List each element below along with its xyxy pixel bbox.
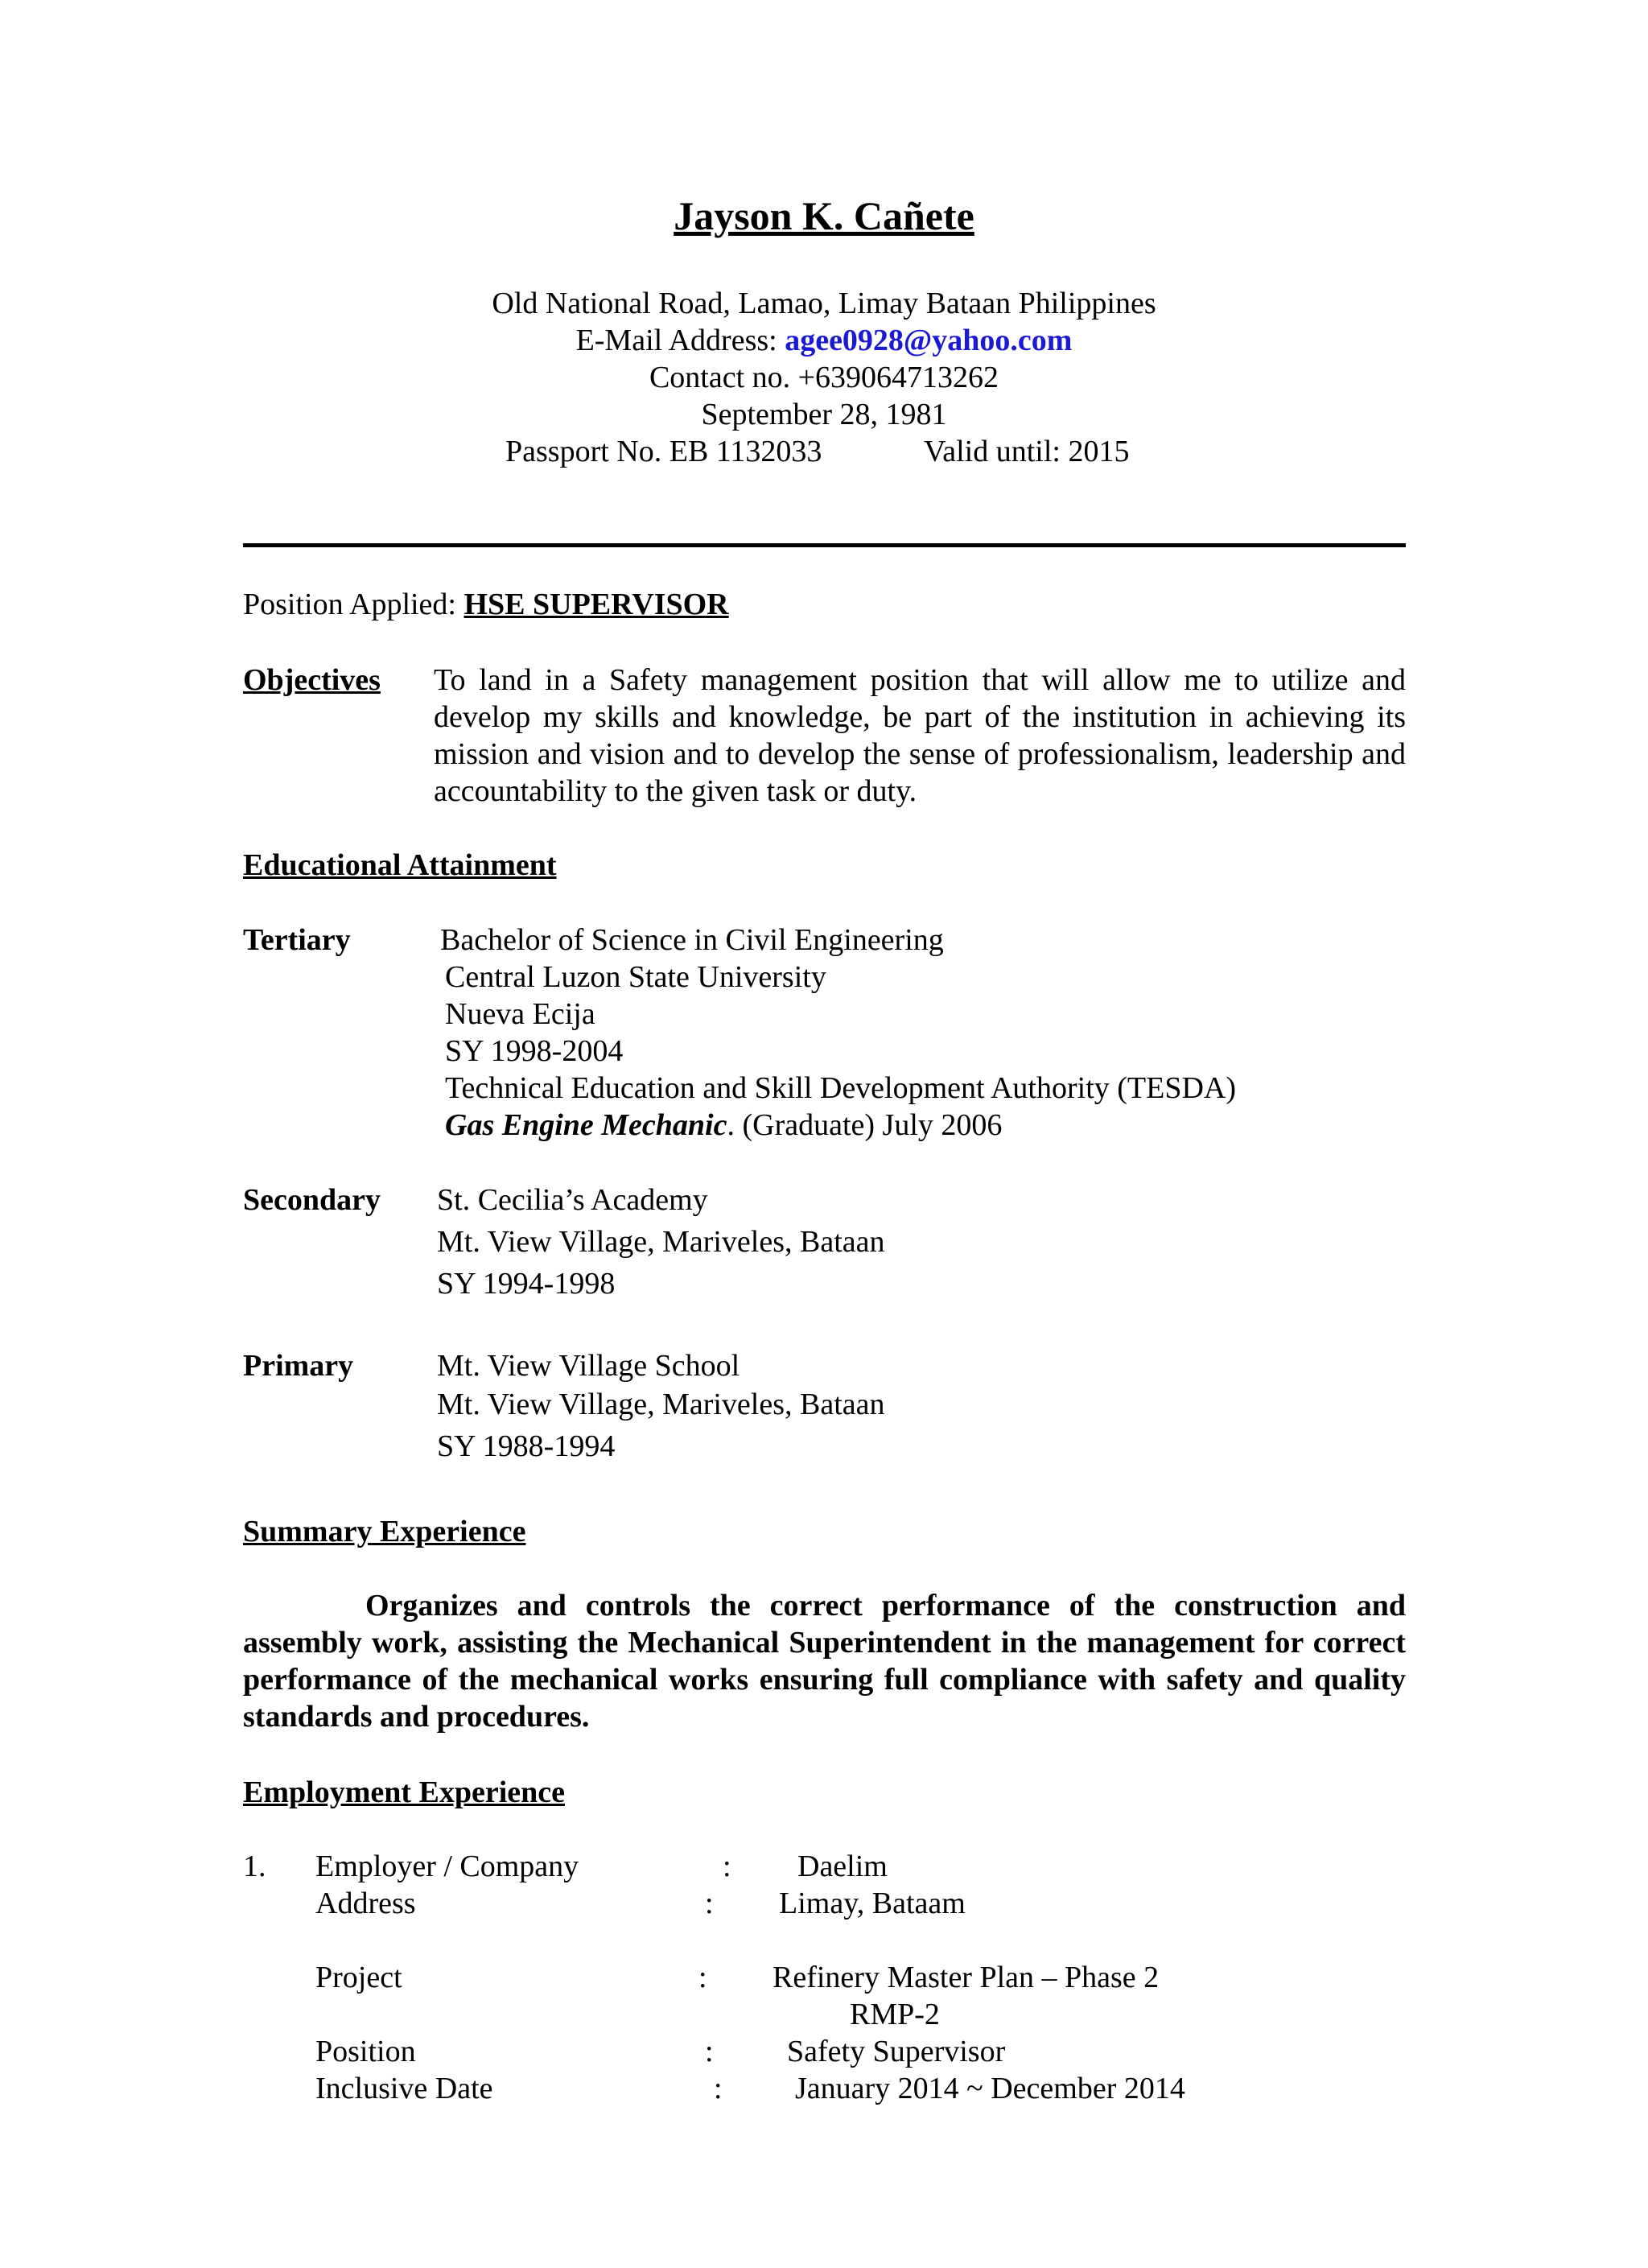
- position-value-employment: Safety Supervisor: [787, 2035, 1006, 2068]
- primary-label: Primary: [243, 1349, 354, 1383]
- date-colon: :: [714, 2072, 723, 2105]
- position-label-employment: Position: [315, 2035, 416, 2068]
- tesda-course: Gas Engine Mechanic: [445, 1108, 727, 1142]
- position-applied: [243, 586, 729, 623]
- secondary-school: St. Cecilia’s Academy: [437, 1183, 708, 1217]
- secondary-label: Secondary: [243, 1183, 381, 1217]
- employment-number: 1.: [243, 1849, 266, 1883]
- email-line: [0, 322, 1648, 359]
- position-value: HSE SUPERVISOR: [464, 588, 729, 621]
- employer-value: Daelim: [797, 1849, 888, 1883]
- summary-heading: Summary Experience: [243, 1515, 526, 1548]
- tertiary-label: Tertiary: [243, 923, 351, 957]
- contact-number: Contact no. +639064713262: [649, 361, 999, 394]
- email-link[interactable]: agee0928@yahoo.com: [785, 324, 1073, 357]
- project-label: Project: [315, 1961, 402, 1994]
- date-label: Inclusive Date: [315, 2072, 493, 2105]
- home-address: Old National Road, Lamao, Limay Bataan Philippines: [492, 287, 1156, 320]
- tertiary-place: Nueva Ecija: [445, 997, 595, 1031]
- primary-school-year: SY 1988-1994: [437, 1429, 616, 1463]
- project-value: Refinery Master Plan – Phase 2: [772, 1961, 1160, 1994]
- position-label: Position Applied:: [243, 588, 464, 621]
- project-colon: :: [698, 1961, 707, 1994]
- address-label: Address: [315, 1887, 416, 1920]
- birth-date: September 28, 1981: [701, 398, 947, 431]
- position-colon: :: [705, 2035, 714, 2068]
- tesda-name: Technical Education and Skill Development Authority (TESDA): [445, 1071, 1237, 1105]
- secondary-school-year: SY 1994-1998: [437, 1267, 616, 1301]
- tesda-course-detail: . (Graduate) July 2006: [727, 1108, 1003, 1142]
- primary-school: Mt. View Village School: [437, 1349, 740, 1383]
- address-value: Limay, Bataam: [779, 1887, 966, 1920]
- employment-heading: Employment Experience: [243, 1775, 566, 1809]
- header-divider: [243, 543, 1406, 547]
- passport-number: Passport No. EB 1132033: [505, 435, 822, 468]
- primary-place: Mt. View Village, Mariveles, Bataan: [437, 1388, 885, 1421]
- tertiary-school: Central Luzon State University: [445, 960, 826, 994]
- secondary-place: Mt. View Village, Mariveles, Bataan: [437, 1225, 885, 1259]
- date-value: January 2014 ~ December 2014: [795, 2072, 1185, 2105]
- objectives-heading: Objectives: [243, 663, 381, 697]
- employer-colon: :: [723, 1849, 731, 1883]
- tertiary-degree: Bachelor of Science in Civil Engineering: [440, 923, 944, 957]
- applicant-name: Jayson K. Cañete: [674, 193, 974, 238]
- education-heading: Educational Attainment: [243, 848, 557, 882]
- tertiary-school-year: SY 1998-2004: [445, 1034, 624, 1068]
- objectives-text: To land in a Safety management position that will allow me to utilize and develop my skills and knowledge, be part of the institution in achieving its mission and vision and to develop the sense of professionalism, leadership and accountability to the given task or duty.: [434, 663, 1406, 808]
- employer-label: Employer / Company: [315, 1849, 579, 1883]
- email-label: E-Mail Address:: [575, 324, 785, 357]
- tesda-course-line: [445, 1107, 1002, 1144]
- summary-text: Organizes and controls the correct performance of the construction and assembly work, assisting the Mechanical Superintendent in the management for correct performance of the mechanical works ensuring full compliance with safety and quality standards and procedures.: [243, 1589, 1406, 1734]
- project-code: RMP-2: [850, 1998, 940, 2031]
- passport-validity: Valid until: 2015: [924, 435, 1130, 468]
- address-colon: :: [705, 1887, 714, 1920]
